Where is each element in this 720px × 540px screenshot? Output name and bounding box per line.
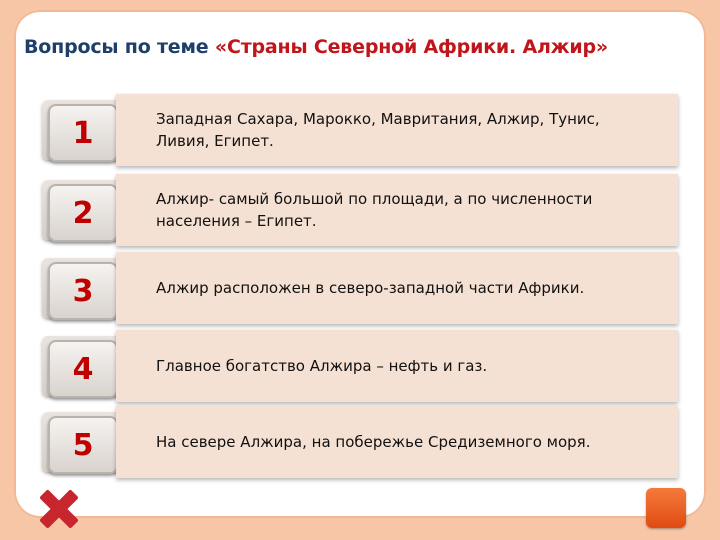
number-button-3[interactable]: 3 <box>48 262 118 320</box>
answer-text-5: На севере Алжира, на побережье Средиземного моря. <box>156 433 591 451</box>
answer-text-4: Главное богатство Алжира – нефть и газ. <box>156 357 488 375</box>
answer-card-1[interactable] <box>116 94 678 166</box>
answer-card-2[interactable] <box>116 174 678 246</box>
answer-text-3: Алжир расположен в северо-западной части Африки. <box>156 279 585 297</box>
title-topic: «Страны Северной Африки. Алжир» <box>214 36 608 58</box>
answer-text-2: Алжир- самый большой по площади, а по численности населения – Египет. <box>156 190 593 230</box>
number-button-1[interactable]: 1 <box>48 104 118 162</box>
slide-title <box>24 36 704 58</box>
answer-card-3[interactable] <box>116 252 678 324</box>
title-prefix: Вопросы по теме <box>24 36 215 58</box>
next-slide-icon[interactable] <box>646 488 686 528</box>
answer-text-1: Западная Сахара, Марокко, Мавритания, Алжир, Тунис, Ливия, Египет. <box>156 110 600 150</box>
answer-card-5[interactable] <box>116 406 678 478</box>
number-button-2[interactable]: 2 <box>48 184 118 242</box>
close-x-icon[interactable] <box>36 486 82 532</box>
number-button-4[interactable]: 4 <box>48 340 118 398</box>
number-button-5[interactable]: 5 <box>48 416 118 474</box>
answer-card-4[interactable] <box>116 330 678 402</box>
